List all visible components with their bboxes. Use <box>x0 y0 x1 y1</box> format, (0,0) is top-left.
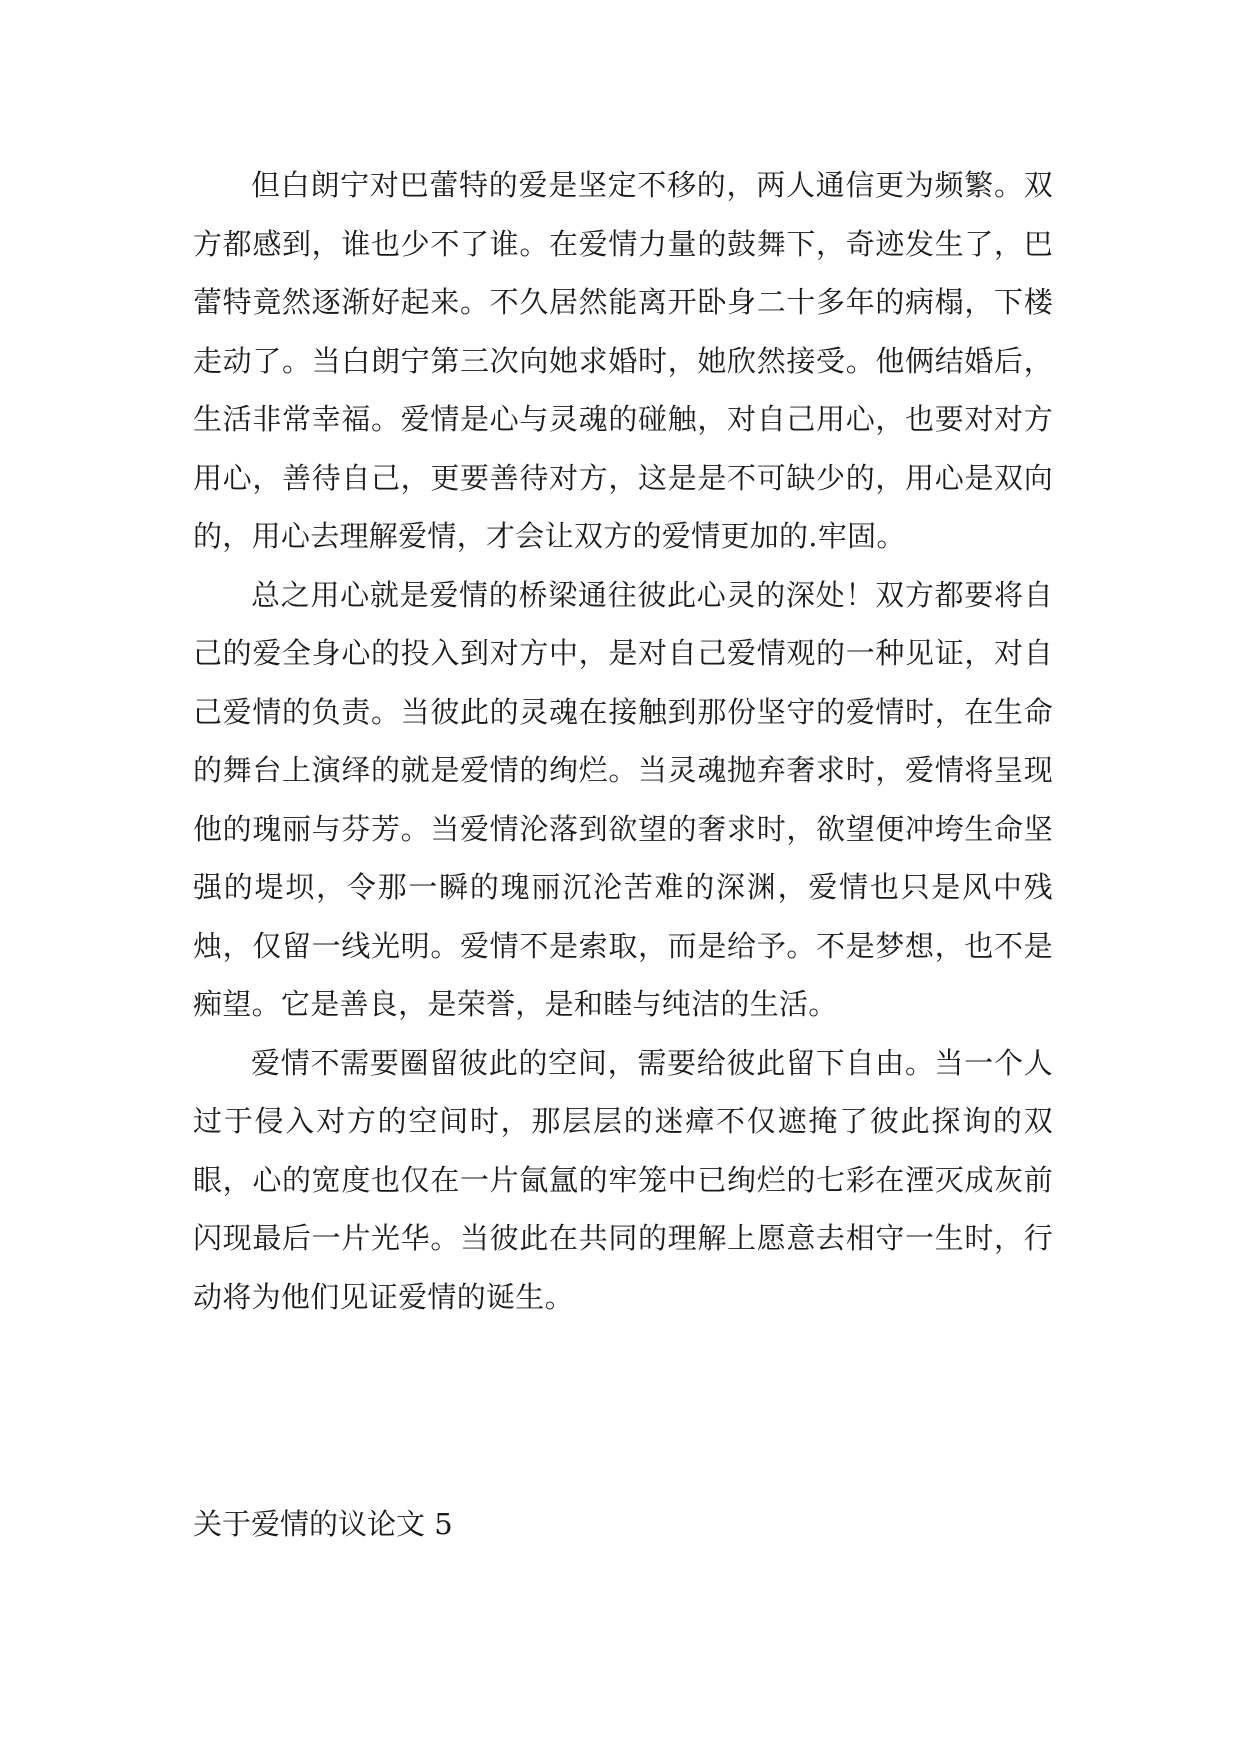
paragraph-3: 爱情不需要圈留彼此的空间，需要给彼此留下自由。当一个人过于侵入对方的空间时，那层层的迷瘴不仅遮掩了彼此探询的双眼，心的宽度也仅在一片氤氲的牢笼中已绚烂的七彩在湮灭成灰前闪现最后一片光华。当彼此在共同的理解上愿意去相守一生时，行动将为他们见证爱情的诞生。 <box>193 1045 1053 1314</box>
section-heading: 关于爱情的议论文 5 <box>193 1507 453 1541</box>
body-text <box>193 156 1053 1326</box>
paragraph-1: 但白朗宁对巴蕾特的爱是坚定不移的，两人通信更为频繁。双方都感到，谁也少不了谁。在爱情力量的鼓舞下，奇迹发生了，巴蕾特竟然逐渐好起来。不久居然能离开卧身二十多年的病榻，下楼走动了。当白朗宁第三次向她求婚时，她欣然接受。他俩结婚后，生活非常幸福。爱情是心与灵魂的碰触，对自己用心，也要对对方用心，善待自己，更要善待对方，这是是不可缺少的，用心是双向的，用心去理解爱情，才会让双方的爱情更加的.牢固。 <box>193 168 1053 553</box>
paragraph-2: 总之用心就是爱情的桥梁通往彼此心灵的深处！双方都要将自己的爱全身心的投入到对方中，是对自己爱情观的一种见证，对自己爱情的负责。当彼此的灵魂在接触到那份坚守的爱情时，在生命的舞台上演绎的就是爱情的绚烂。当灵魂抛弃奢求时，爱情将呈现他的瑰丽与芬芳。当爱情沦落到欲望的奢求时，欲望便冲垮生命坚强的堤坝，令那一瞬的瑰丽沉沦苦难的深渊，爱情也只是风中残烛，仅留一线光明。爱情不是索取，而是给予。不是梦想，也不是痴望。它是善良，是荣誉，是和睦与纯洁的生活。 <box>193 577 1053 1021</box>
